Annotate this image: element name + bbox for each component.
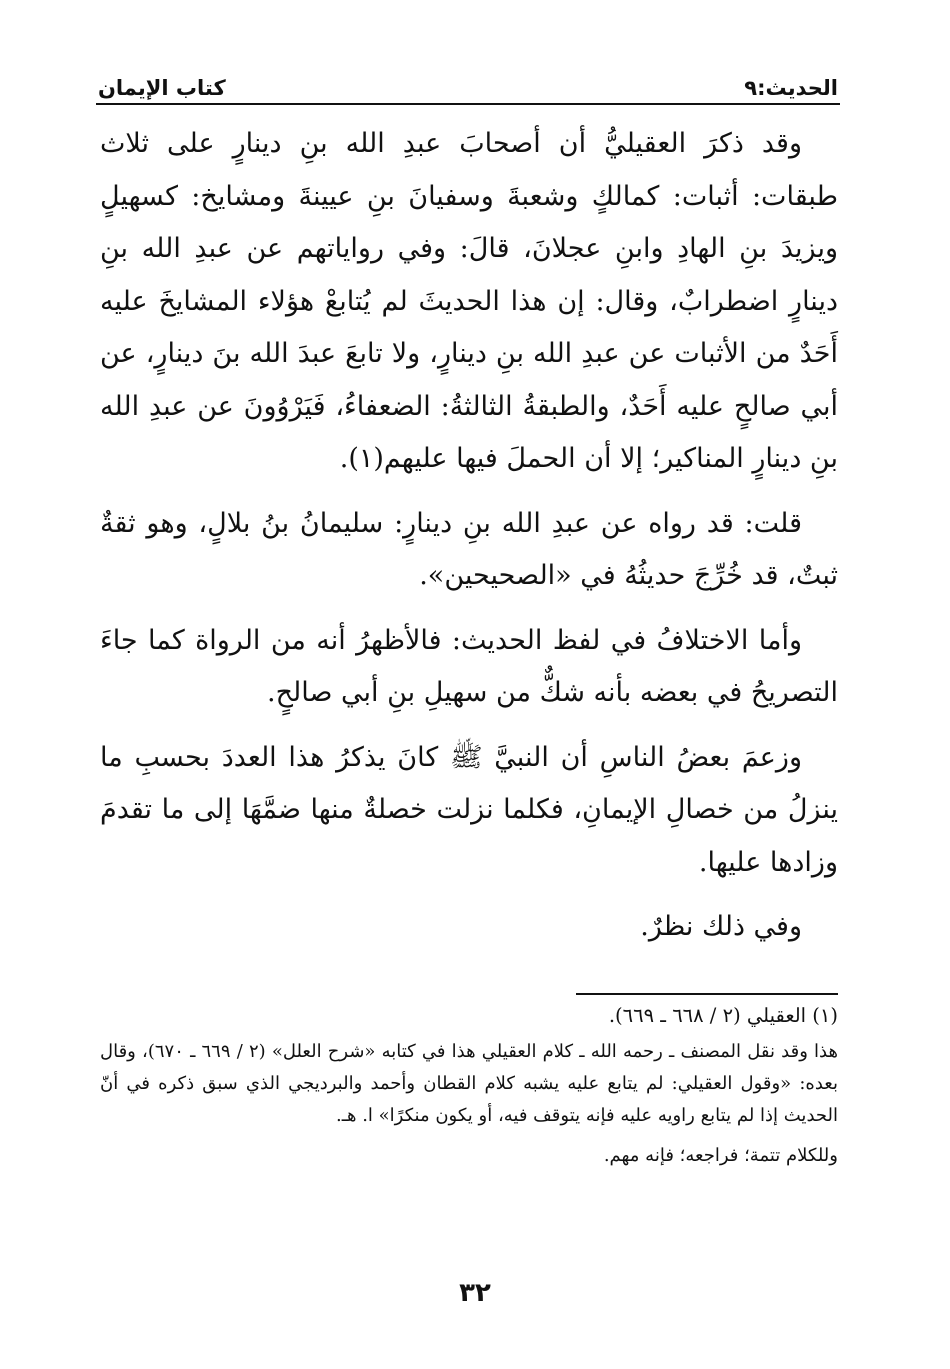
footnote-closing: وللكلام تتمة؛ فراجعه؛ فإنه مهم. — [603, 1145, 838, 1166]
header-section-label: الحديث:٩ — [744, 76, 838, 100]
footnote-reference: (١) العقيلي (٢ / ٦٦٨ ـ ٦٦٩). — [608, 1004, 838, 1027]
header-book-title: كتاب الإيمان — [98, 76, 226, 100]
running-header — [98, 56, 838, 100]
paragraph-5: وفي ذلك نظرٌ. — [640, 911, 802, 942]
main-text — [100, 118, 838, 966]
paragraph-1: وقد ذكرَ العقيليُّ أن أصحابَ عبدِ الله بنِ دينارٍ على ثلاث طبقات: أثبات: كمالكٍ وشعبةَ وسفيانَ بنِ عيينةَ ومشايخ: كسهيلٍ ويزيدَ بنِ الهادِ وابنِ عجلانَ، قالَ: وفي رواياتهم عن عبدِ الله بنِ دينارٍ اضطرابٌ، وقال: إن هذا الحديثَ لم يُتابعْ هؤلاء المشايخَ عليه أَحَدٌ من الأثبات عن عبدِ الله بنِ دينارٍ، ولا تابعَ عبدَ الله بنَ دينارٍ، عن أبي صالحٍ عليه أَحَدٌ، والطبقةُ الثالثةُ: الضعفاءُ، فَيَرْوُونَ عن عبدِ الله بنِ دينارٍ المناكير؛ إلا أن الحملَ فيها عليهم(١). — [100, 128, 838, 474]
paragraph-4: وزعمَ بعضُ الناسِ أن النبيَّ ﷺ كانَ يذكرُ هذا العددَ بحسبِ ما ينزلُ من خصالِ الإيمانِ، فكلما نزلت خصلةٌ منها ضمَّهَا إلى ما تقدمَ وزادها عليها. — [100, 741, 838, 878]
page-number: ٣٢ — [459, 1278, 491, 1308]
header-divider — [96, 103, 840, 105]
paragraph-2: قلت: قد رواه عن عبدِ الله بنِ دينارٍ: سليمانُ بنُ بلالٍ، وهو ثقةٌ ثبتٌ، قد خُرِّجَ حديثُهُ في «الصحيحين». — [100, 507, 838, 591]
footnote-divider — [576, 993, 838, 995]
paragraph-3: وأما الاختلافُ في لفظ الحديث: فالأظهرُ أنه من الرواة كما جاءَ التصريحُ في بعضه بأنه شكٌّ من سهيلِ بنِ أبي صالحٍ. — [100, 624, 838, 708]
footnote-note: هذا وقد نقل المصنف ـ رحمه الله ـ كلام العقيلي هذا في كتابه «شرح العلل» (٢ / ٦٦٩ ـ ٦٧٠)، وقال بعده: «وقول العقيلي: لم يتابع عليه يشبه كلام القطان وأحمد والبرديجي الذي سبق ذكره في أنّ الحديث إذا لم يتابع راويه عليه فإنه يتوقف فيه، أو يكون منكرًا» ا. هـ. — [100, 1041, 838, 1126]
footnotes — [100, 1000, 838, 1172]
